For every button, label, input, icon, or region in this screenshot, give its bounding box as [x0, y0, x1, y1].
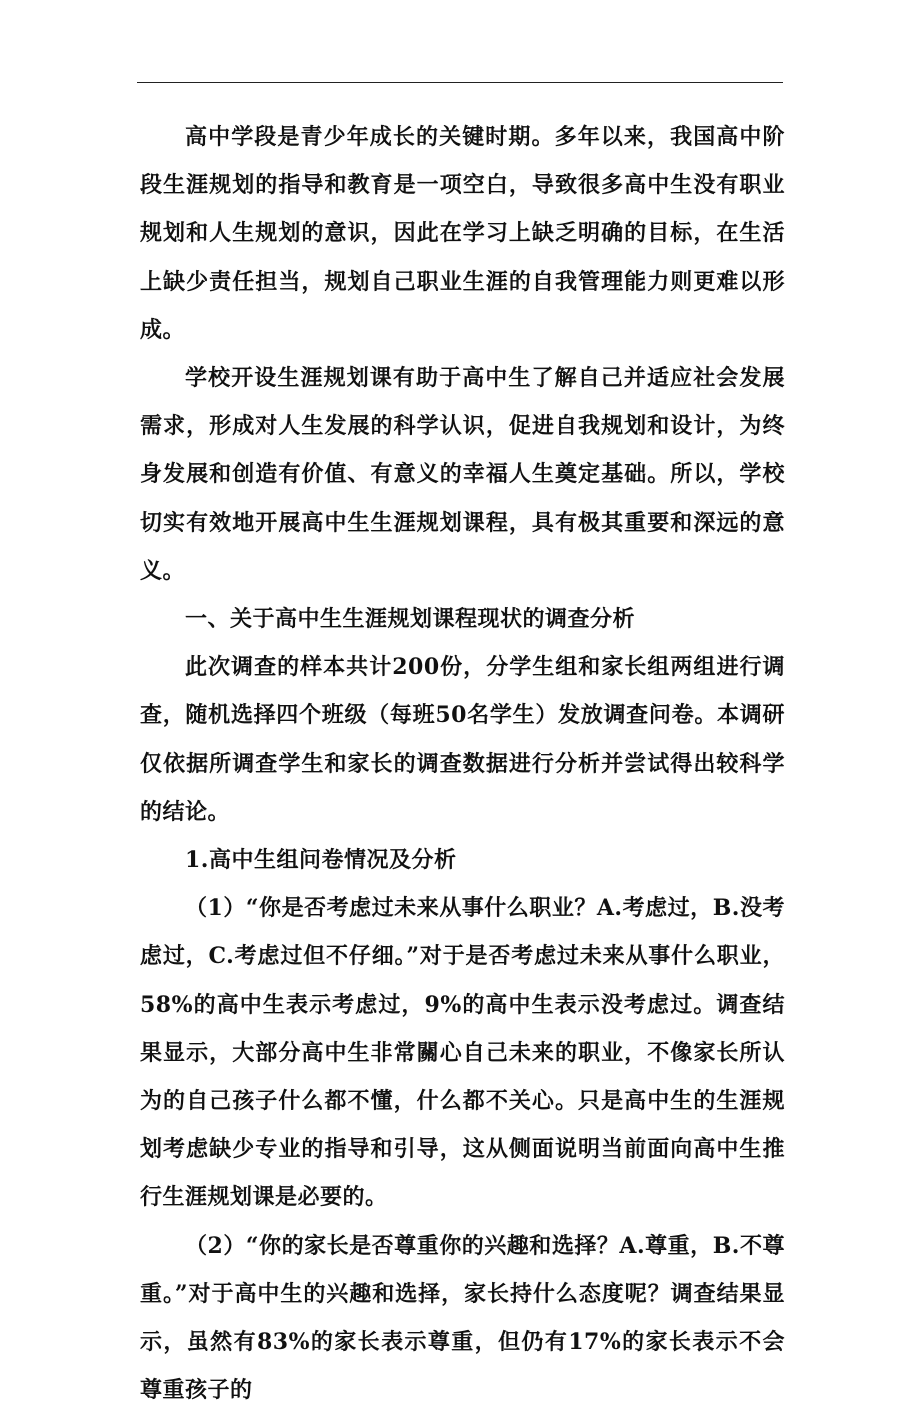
subsection-heading: 1.高中生组问卷情况及分析 [185, 847, 457, 874]
paragraph-intro: 高中学段是青少年成长的关键时期。多年以来，我国高中阶段生涯规划的指导和教育是一项空白，导致很多高中生没有职业规划和人生规划的意识，因此在学习上缺乏明确的目标，在生活上缺少责任担当，规划自己职业生涯的自我管理能力则更难以形成。 [140, 124, 785, 343]
paragraph-question-2: （2）“你的家长是否尊重你的兴趣和选择？A.尊重，B.不尊重。”对于高中生的兴趣和选择，家长持什么态度呢？调查结果显示，虽然有83%的家长表示尊重，但仍有17%的家长表示不会尊重孩子的 [140, 1232, 785, 1404]
header-rule [137, 82, 783, 83]
body-text [140, 113, 785, 1414]
section-heading: 一、关于高中生生涯规划课程现状的调查分析 [185, 606, 636, 633]
paragraph-significance: 学校开设生涯规划课有助于高中生了解自己并适应社会发展需求，形成对人生发展的科学认识，促进自我规划和设计，为终身发展和创造有价值、有意义的幸福人生奠定基础。所以，学校切实有效地开展高中生生涯规划课程，具有极其重要和深远的意义。 [140, 365, 785, 584]
paragraph-question-1: （1）“你是否考虑过未来从事什么职业？A.考虑过，B.没考虑过，C.考虑过但不仔细。”对于是否考虑过未来从事什么职业，58%的高中生表示考虑过，9%的高中生表示没考虑过。调查结果显示，大部分高中生非常關心自己未来的职业，不像家长所认为的自己孩子什么都不懂，什么都不关心。只是高中生的生涯规划考虑缺少专业的指导和引导，这从侧面说明当前面向高中生推行生涯规划课是必要的。 [140, 895, 785, 1211]
paragraph-sample: 此次调查的样本共计200份，分学生组和家长组两组进行调查，随机选择四个班级（每班50名学生）发放调查问卷。本调研仅依据所调查学生和家长的调查数据进行分析并尝试得出较科学的结论。 [140, 654, 785, 825]
